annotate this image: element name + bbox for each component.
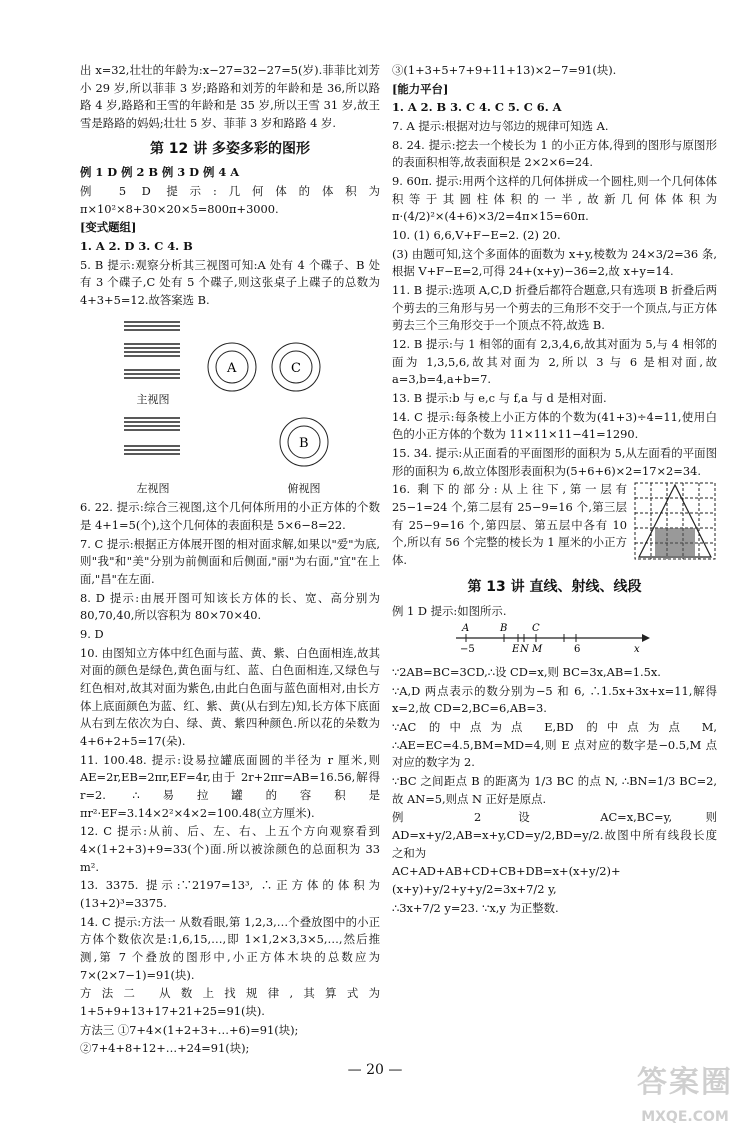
example-2c: ∴3x+7/2 y=23. ∵x,y 为正整数. — [392, 900, 717, 918]
top-row-circles — [202, 333, 332, 403]
watermark-logo — [630, 1060, 740, 1128]
section-variant: [变式题组] — [80, 219, 380, 237]
method-3c: ③(1+3+5+7+9+11+13)×2−7=91(块). — [392, 62, 717, 80]
point-m-label: M — [531, 644, 543, 655]
example-5: 例 5 D 提示:几何体的体积为 π×10²×8+30×20×5=800π+3000. — [80, 183, 380, 218]
top-view-caption: 俯视图 — [276, 480, 332, 497]
solution-3: ∵AC 的中点为点 E,BD 的中点为点 M, ∴AE=EC=4.5,BM=MD=4,则 E 点对应的数字是−0.5,M 点对应的数字为 2. — [392, 719, 717, 772]
question-11: 11. 100.48. 提示:设易拉罐底面圆的半径为 r 厘米,则 AE=2r,EB=2πr,EF=4r,由于 2r+2πr=AB=16.56,解得 r=2. ∴易拉罐的容积是 πr²·EF=3.14×2²×4×2=100.48(立方厘米). — [80, 752, 380, 823]
answers-1-6: 1. A 2. B 3. C 4. C 5. C 6. A — [392, 99, 717, 117]
question-9: 9. D — [80, 626, 380, 644]
watermark-line1: 答案圈 — [630, 1060, 740, 1107]
solution-2: ∵A,D 两点表示的数分别为−5 和 6, ∴1.5x+3x+x=11,解得 x=2,故 CD=2,BC=6,AB=3. — [392, 683, 717, 718]
question-6: 6. 22. 提示:综合三视图,这个几何体所用的小正方体的个数是 4+1=5(个),这个几何体的表面积是 5×6−8=22. — [80, 499, 380, 534]
circle-label-c: C — [291, 361, 301, 376]
r-question-9: 9. 60π. 提示:用两个这样的几何体拼成一个圆柱,则一个几何体体积等于其圆柱体积的一半,故新几何体体积为 π·(4/2)²×(4+6)×3/2=4π×15=60π. — [392, 173, 717, 226]
front-view-figure — [120, 314, 186, 384]
r-question-15: 15. 34. 提示:从正面看的平面图形的面积为 5,从左面看的平面图形的面积为 6,故立体图形表面积为(5+6+6)×2=17×2=34. — [392, 445, 717, 480]
left-column — [80, 62, 380, 1059]
tick-six: 6 — [574, 644, 580, 655]
solution-4: ∵BC 之间距点 B 的距离为 1/3 BC 的点 N, ∴BN=1/3 BC=2,故 AN=5,则点 N 正好是原点. — [392, 773, 717, 808]
r-question-14: 14. C 提示:每条棱上小正方体的个数为(41+3)÷4=11,使用白色的小正方体的个数为 11×11×11−41=1290. — [392, 409, 717, 444]
right-column — [392, 62, 717, 918]
method-3a: 方法三 ①7+4×(1+2+3+…+6)=91(块); — [80, 1022, 380, 1040]
r-question-8: 8. 24. 提示:挖去一个棱长为 1 的小正方体,得到的图形与原图形的表面积相等,故表面积是 2×2×6=24. — [392, 137, 717, 172]
answers-1-4: 1. A 2. D 3. C 4. B — [80, 238, 380, 256]
examples-1-4: 例 1 D 例 2 B 例 3 D 例 4 A — [80, 164, 380, 182]
point-c-label: C — [532, 623, 540, 634]
cube-grid-figure — [633, 481, 717, 561]
question-14: 14. C 提示:方法一 从数看眼,第 1,2,3,…个叠放图中的小正方体个数依次是:1,6,15,…,即 1×1,2×3,3×5,…,然后推测,第 7 个叠放的图形中,小正方体木块的总数应为 7×(2×7−1)=91(块). — [80, 914, 380, 985]
section-ability: [能力平台] — [392, 81, 717, 99]
r-question-12: 12. B 提示:与 1 相邻的面有 2,3,4,6,故其对面为 5,与 4 相邻的面为 1,3,5,6,故其对面为 2,所以 3 与 6 是相对面,故 a=3,b=4,a+b=7. — [392, 336, 717, 389]
lesson-13-title: 第 13 讲 直线、射线、线段 — [392, 577, 717, 599]
side-view-caption: 左视图 — [120, 480, 186, 497]
solution-1: ∵2AB=BC=3CD,∴设 CD=x,则 BC=3x,AB=1.5x. — [392, 664, 717, 682]
circle-label-b: B — [299, 436, 309, 451]
intro-paragraph: 出 x=32,壮壮的年龄为:x−27=32−27=5(岁).菲菲比刘芳小 29 岁,所以菲菲 3 岁;路路和刘芳的年龄和是 36,所以路路 4 岁,路路和王雪的年龄和是 35 岁,所以王雪 31 岁,故王雪是路路的妈妈;壮壮 5 岁、菲菲 3 岁和路路 4 岁. — [80, 62, 380, 133]
r-question-16: 16. 剩下的部分:从上往下,第一层有 25−1=24 个,第二层有 25−9=16 个,第三层有 25−9=16 个,第四层、第五层中各有 10 个,所以有 56 个完整的棱长为 1 厘米的小正方体. — [392, 481, 627, 569]
question-13: 13. 3375. 提示:∵2197=13³, ∴正方体的体积为(13+2)³=3375. — [80, 877, 380, 912]
r-question-7: 7. A 提示:根据对边与邻边的规律可知选 A. — [392, 118, 717, 136]
r-question-13: 13. B 提示:b 与 e,c 与 f,a 与 d 是相对面. — [392, 390, 717, 408]
question-12: 12. C 提示:从前、后、左、右、上五个方向观察看到 4×(1+2+3)+9=33(个)面.所以被涂颜色的总面积为 33 m². — [80, 823, 380, 876]
circle-label-a: A — [226, 361, 237, 376]
method-3b: ②7+4+8+12+…+24=91(块); — [80, 1040, 380, 1058]
watermark-line2: MXQE.COM — [630, 1107, 740, 1128]
point-a-label: A — [461, 623, 469, 634]
question-10: 10. 由图知立方体中红色面与蓝、黄、紫、白色面相连,故其对面的颜色是绿色,黄色面与红、蓝、白色面相连,又绿色与红色相对,故其对面为紫色,由此白色面与蓝色面相对,由长方体上底面颜色为蓝、红、紫、黄(从右到左)知,长方体下底面从右到左依次为白、绿、黄、紫四种颜色.所以花的朵数为 4+6+2+5=17(朵). — [80, 645, 380, 751]
three-views-figure-row2 — [120, 412, 380, 497]
tick-minus5: −5 — [460, 644, 475, 655]
point-n-label: N — [519, 644, 530, 655]
axis-x-label: x — [634, 644, 640, 655]
top-view-figure — [276, 412, 332, 472]
question-5: 5. B 提示:观察分析其三视图可知:A 处有 4 个碟子、B 处有 3 个碟子,C 处有 5 个碟子,则这张桌子上碟子的总数为 4+3+5=12.故答案选 B. — [80, 257, 380, 310]
point-b-label: B — [499, 623, 507, 634]
example-2b: AC+AD+AB+CD+CB+DB=x+(x+y/2)+(x+y)+y/2+y+y/2=3x+7/2 y, — [392, 863, 717, 898]
r-question-10a: 10. (1) 6,6,V+F−E=2. (2) 20. — [392, 227, 717, 245]
example-1: 例 1 D 提示:如图所示. — [392, 603, 717, 621]
lesson-12-title: 第 12 讲 多姿多彩的图形 — [80, 139, 380, 161]
r-question-11: 11. B 提示:选项 A,C,D 折叠后都符合题意,只有选项 B 折叠后两个剪去的三角形与另一个剪去的三角形不交于一个顶点,与正方体剪去三个三角形交于一个顶点不符,故选 B. — [392, 282, 717, 335]
side-view-figure — [120, 412, 186, 472]
q16-block — [392, 481, 717, 570]
front-view-caption: 主视图 — [120, 391, 186, 408]
example-2a: 例 2 设 AC=x,BC=y,则 AD=x+y/2,AB=x+y,CD=y/2,BD=y/2.故图中所有线段长度之和为 — [392, 809, 717, 862]
number-line-figure — [452, 622, 717, 662]
number-line — [452, 622, 652, 656]
point-e-label: E — [511, 644, 520, 655]
method-2: 方法二 从数上找规律,其算式为 1+5+9+13+17+21+25=91(块). — [80, 985, 380, 1020]
r-question-10b: (3) 由题可知,这个多面体的面数为 x+y,棱数为 24×3/2=36 条,根据 V+F−E=2,可得 24+(x+y)−36=2,故 x+y=14. — [392, 246, 717, 281]
three-views-figure — [120, 314, 380, 409]
page-number: — 20 — — [0, 1060, 750, 1082]
question-8: 8. D 提示:由展开图可知该长方体的长、宽、高分别为 80,70,40,所以容积为 80×70×40. — [80, 590, 380, 625]
question-7: 7. C 提示:根据正方体展开图的相对面求解,如果以"爱"为底,则"我"和"美"分别为前侧面和后侧面,"丽"为右面,"宜"在上面,"昌"在左面. — [80, 536, 380, 589]
